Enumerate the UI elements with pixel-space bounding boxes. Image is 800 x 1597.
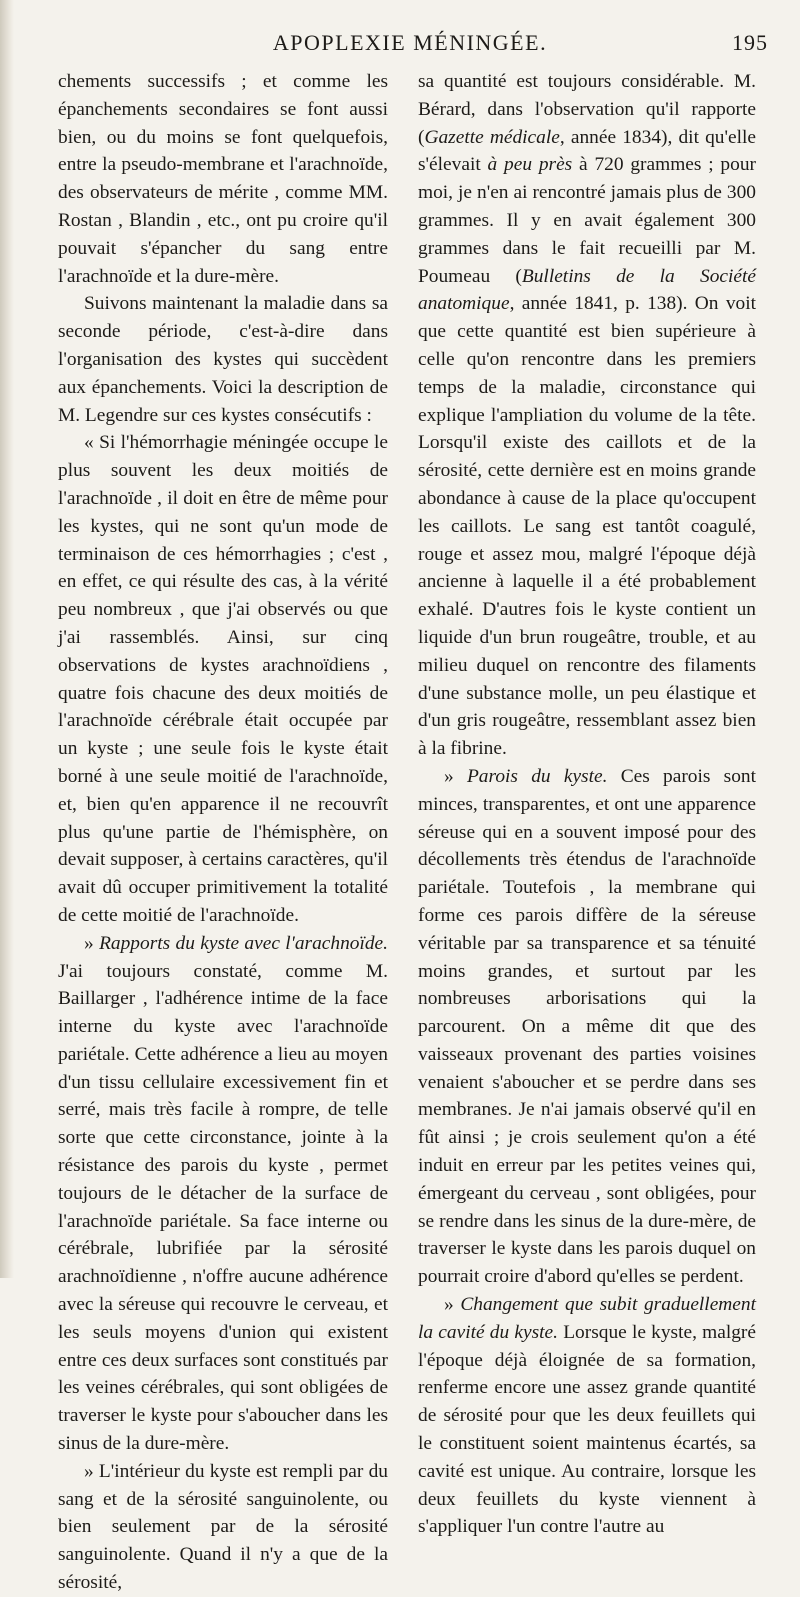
paragraph-text: , année 1834), dit qu'elle s'élevait — [418, 126, 756, 176]
paragraph — [58, 930, 388, 1458]
quote-mark: » — [444, 1294, 461, 1316]
right-column — [418, 68, 756, 1541]
paragraph: chements successifs ; et comme les épanchements secondaires se font aussi bien, ou du moins se font quelquefois, entre la pseudo-membrane et l'arachnoïde, des observateurs de mérite , comme MM. Rostan , Blandin , etc., ont pu croire qu'il pouvait s'épancher du sang entre l'arachnoïde et la dure-mère. — [58, 71, 388, 287]
page-header — [40, 30, 780, 60]
section-heading: Changement que subit graduellement la cavité du kyste. — [418, 1294, 756, 1343]
paragraph-text: à 720 grammes ; pour moi, je n'en ai rencontré jamais plus de 300 grammes. Il y en avait également 300 grammes dans le fait recueilli par M. Poumeau ( — [418, 154, 756, 287]
paragraph: « Si l'hémorrhagie méningée occupe le plus souvent les deux moitiés de l'arachnoïde , il doit en être de même pour les kystes, qui ne sont qu'un mode de terminaison de ces hémorrhagies ; c'est , en effet, ce qui résulte des cas, à la vérité peu nombreux , que j'ai observés ou que j'ai rassemblés. Ainsi, sur cinq observations de kystes arachnoïdiens , quatre fois chacune des deux moitiés de l'arachnoïde cérébrale était occupée par un kyste ; une seule fois le kyste était borné à une seule moitié de l'arachnoïde, et, bien qu'en apparence il ne recouvrît plus qu'une partie de l'hémisphère, on devait supposer, à certains caractères, qu'il avait dû occuper primitivement la totalité de cette moitié de l'arachnoïde. — [58, 432, 388, 926]
citation: Gazette médicale — [424, 126, 560, 148]
section-heading: Parois du kyste. — [466, 765, 608, 787]
page-number: 195 — [732, 30, 768, 55]
paragraph-text: Ces parois sont minces, transparentes, et ont une apparence séreuse qui en a souvent imposé pour des décollements très étendus de l'arachnoïde pariétale. Toutefois , la membrane qui forme ces parois diffère de la séreuse véritable par sa transparence et sa ténuité moins grandes, et surtout par les nombreuses arborisations qui la parcourent. On a même dit que des vaisseaux provenant des parties voisines venaient s'aboucher et se perdre dans ses membranes. Je n'ai jamais observé qu'il en fût ainsi ; je crois seulement qu'on a été induit en erreur par les petites veines qui, émergeant du cerveau , sont obligées, pour se rendre dans les sinus de la dure-mère, de traverser le kyste dans les parois duquel on pourrait croire d'abord qu'elles se perdent. — [418, 765, 757, 1288]
running-title: APOPLEXIE MÉNINGÉE. — [272, 30, 548, 55]
citation: Bulletins de la Société anatomique — [418, 265, 756, 315]
section-heading: Rapports du kyste avec l'arachnoïde. — [99, 932, 388, 954]
paragraph-text: Lorsque le kyste, malgré l'époque déjà éloignée de sa formation, renferme encore une assez grande quantité de sérosité pour que les deux feuillets qui le constituent soient maintenus écartés, sa cavité est unique. Au contraire, lorsque les deux feuillets du kyste viennent à s'appliquer l'un contre l'autre au — [418, 1321, 756, 1538]
left-column — [58, 68, 388, 1597]
paragraph-text: J'ai toujours constaté, comme M. Baillarger , l'adhérence intime de la face interne du kyste avec l'arachnoïde pariétale. Cette adhérence a lieu au moyen d'un tissu cellulaire excessivement fin et serré, mais très facile à rompre, de telle sorte que cette circonstance, jointe à la résistance des parois du kyste , permet toujours de le détacher de la surface de l'arachnoïde pariétale. Sa face interne ou cérébrale, lubrifiée par la sérosité arachnoïdienne , n'offre aucune adhérence avec la séreuse qui recouvre le cerveau, et les seuls moyens d'union qui existent entre ces deux surfaces sont constitués par les veines cérébrales, qui sont obligées de traverser le kyste pour s'aboucher dans les sinus de la dure-mère. — [58, 960, 388, 1455]
quote-mark: » — [84, 932, 100, 954]
paragraph: » L'intérieur du kyste est rempli par du sang et de la sérosité sanguinolente, ou bien seulement par de la sérosité sanguinolente. Quand il n'y a que de la sérosité, — [58, 1460, 388, 1594]
emphasis: à peu près — [487, 154, 573, 176]
paragraph — [418, 763, 756, 1291]
page-gutter-shadow — [0, 0, 14, 1278]
paragraph-text: , année 1841, p. 138). On voit que cette quantité est bien supérieure à celle qu'on rencontre dans les premiers temps de la maladie, circonstance qui explique l'ampliation du volume de la tête. Lorsqu'il existe des caillots et de la sérosité, cette dernière est en moins grande abondance à cause de la place qu'occupent les caillots. Le sang est tantôt coagulé, rouge et assez mou, malgré l'époque déjà ancienne à laquelle il a été probablement exhalé. D'autres fois le kyste contient un liquide d'un brun rougeâtre, trouble, et au milieu duquel on rencontre des filaments d'une substance molle, un peu élastique et d'un gris rougeâtre, ressemblant assez bien à la fibrine. — [418, 293, 756, 760]
paragraph-text: sa quantité est toujours considérable. M. Bérard, dans l'observation qu'il rapporte ( — [418, 71, 756, 148]
quote-mark: » — [444, 765, 467, 787]
paragraph: Suivons maintenant la maladie dans sa seconde période, c'est-à-dire dans l'organisation des kystes qui succèdent aux épanchements. Voici la description de M. Legendre sur ces kystes consécutifs : — [58, 293, 388, 426]
paragraph — [418, 1291, 756, 1541]
paragraph — [418, 68, 756, 763]
